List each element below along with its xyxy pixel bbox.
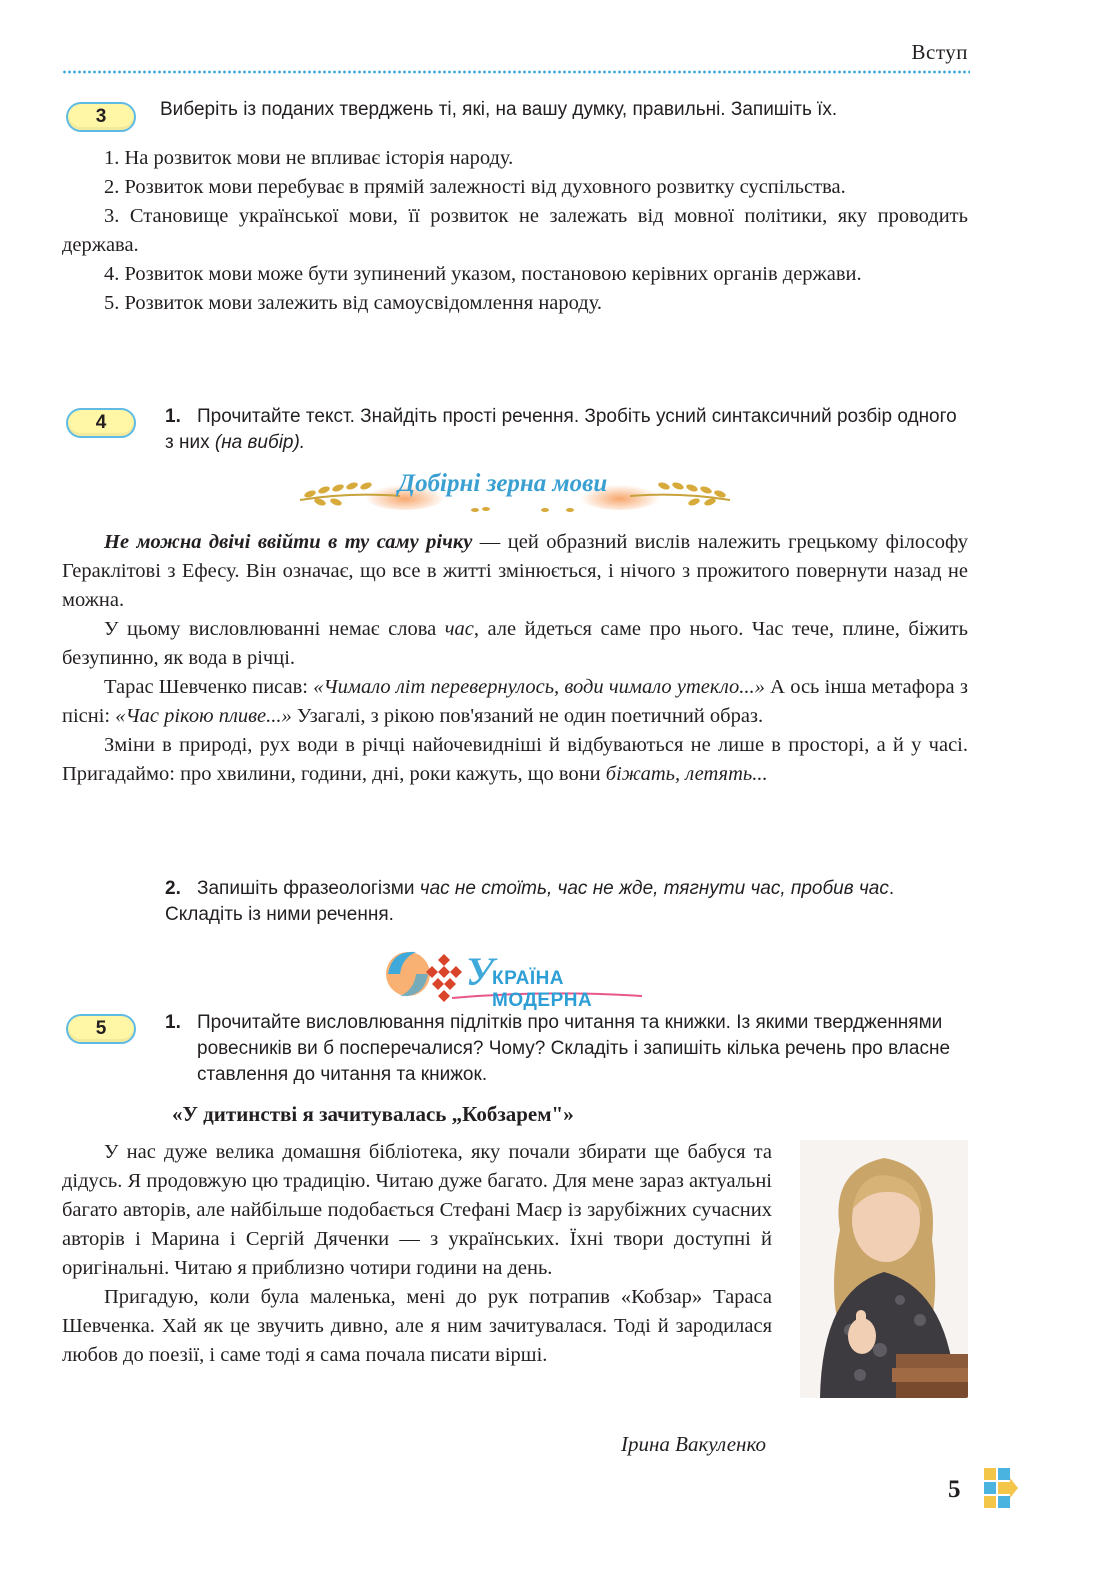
statement: 3. Становище української мови, її розвиток не залежать від мовної політики, яку проводить держава. bbox=[62, 205, 968, 256]
ukraine-modern-banner bbox=[382, 944, 652, 1011]
italic-quote: «Час рікою пливе...» bbox=[115, 705, 292, 727]
item-number: 1. bbox=[165, 406, 181, 427]
page-number: 5 bbox=[948, 1476, 961, 1503]
item-text: Прочитайте текст. Знайдіть прості речення. Зробіть усний синтаксичний розбір одного з них bbox=[165, 406, 957, 453]
banner-initial: У bbox=[466, 949, 494, 994]
item-text: . Складіть із ними речення. bbox=[165, 878, 895, 925]
paragraph: У нас дуже велика домашня бібліотека, яку почали збирати ще бабуся та дідусь. Я продовжую цю традицію. Читаю дуже багато. Для мене зараз актуальні багато авторів, але найбільше подобається Стефані Маєр із зарубіжних сучасних авторів і Марина і Сергій Дяченки — з українських. Їхні твори доступні й оригінальні. Читаю я приблизно чотири години на день. bbox=[62, 1141, 772, 1279]
paragraph bbox=[62, 731, 968, 789]
text-span: У цьому висловлюванні немає слова bbox=[104, 618, 445, 640]
task4-item2 bbox=[165, 876, 970, 928]
item-text: Запишіть фразеологізми bbox=[197, 878, 420, 899]
paragraph bbox=[62, 673, 968, 731]
task-number-badge: 4 bbox=[66, 408, 136, 438]
italic-quote: «Чимало літ перевернулось, води чимало утекло...» bbox=[313, 676, 765, 698]
item-text-italic: (на вибір). bbox=[214, 432, 306, 453]
paragraph bbox=[62, 528, 968, 615]
statement: 4. Розвиток мови може бути зупинений указом, постановою керівних органів держави. bbox=[104, 263, 862, 285]
paragraph bbox=[62, 615, 968, 673]
item-text-italic: час не стоїть, час не жде, тягнути час, пробив час bbox=[419, 878, 889, 899]
task4-reading-text bbox=[62, 528, 968, 789]
item-number: 1. bbox=[165, 1012, 181, 1033]
banner-title: КРАЇНА МОДЕРНА bbox=[492, 968, 593, 1011]
corner-ornament-icon bbox=[980, 1464, 1020, 1514]
text-span: Узагалі, з рікою пов'язаний не один поетичний образ. bbox=[291, 705, 764, 727]
task3-statements bbox=[62, 144, 968, 318]
task-number-badge: 5 bbox=[66, 1014, 136, 1044]
text-span: , але йдеться саме про нього. Час тече, плине, біжить безупинно, як вода в річці. bbox=[62, 618, 968, 669]
bold-phrase: Не можна двічі ввійти в ту саму річку bbox=[104, 531, 473, 553]
banner-title: Добірні зерна мови bbox=[398, 470, 608, 497]
essay-text bbox=[62, 1138, 772, 1370]
text-span: Зміни в природі, рух води в річці найочевидніші й відбуваються не лише в просторі, а й у часі. Пригадаймо: про хвилини, години, дні, роки кажуть, що вони bbox=[62, 734, 968, 785]
statement: 1. На розвиток мови не впливає історія народу. bbox=[104, 147, 514, 169]
item-number: 2. bbox=[165, 878, 181, 899]
text-span: Тарас Шевченко писав: bbox=[104, 676, 314, 698]
section-banner bbox=[290, 462, 740, 518]
section-title: Вступ bbox=[911, 40, 968, 64]
text-span: — цей образний вислів належить грецькому філософу Гераклітові з Ефесу. Він означає, що все в житті змінюється, і нічого з прожитого повернути назад не можна. bbox=[62, 531, 968, 611]
italic-word: час bbox=[444, 618, 474, 640]
statement: 5. Розвиток мови залежить від самоусвідомлення народу. bbox=[104, 292, 603, 314]
italic-word: біжать, летять... bbox=[605, 763, 768, 785]
girl-photo bbox=[800, 1140, 968, 1398]
task5-item1 bbox=[165, 1010, 970, 1088]
task4-item1 bbox=[165, 404, 970, 456]
task3-instruction: Виберіть із поданих тверджень ті, які, на вашу думку, правильні. Запишіть їх. bbox=[160, 99, 838, 120]
person-photo-icon bbox=[800, 1140, 968, 1398]
item-text: Прочитайте висловлювання підлітків про читання та книжки. Із якими твердженнями ровесників ви б посперечалися? Чому? Складіть і запишіть кілька речень про власне ставлення до читання та книжок. bbox=[197, 1012, 951, 1085]
author-signature: Ірина Вакуленко bbox=[620, 1432, 766, 1456]
paragraph: Пригадую, коли була маленька, мені до рук потрапив «Кобзар» Тараса Шевченка. Хай як це звучить дивно, але я ним зачитувалася. Тоді й зародилася любов до поезії, і саме тоді я сама почала писати вірші. bbox=[62, 1286, 772, 1366]
task-number-badge: 3 bbox=[66, 102, 136, 132]
header-dotted-divider bbox=[62, 70, 970, 74]
statement: 2. Розвиток мови перебуває в прямій залежності від духовного розвитку суспільства. bbox=[104, 176, 846, 198]
essay-heading: «У дитинстві я зачитувалась „Кобзарем"» bbox=[172, 1102, 574, 1126]
text-span: А ось інша метафора з пісні: bbox=[62, 676, 968, 727]
